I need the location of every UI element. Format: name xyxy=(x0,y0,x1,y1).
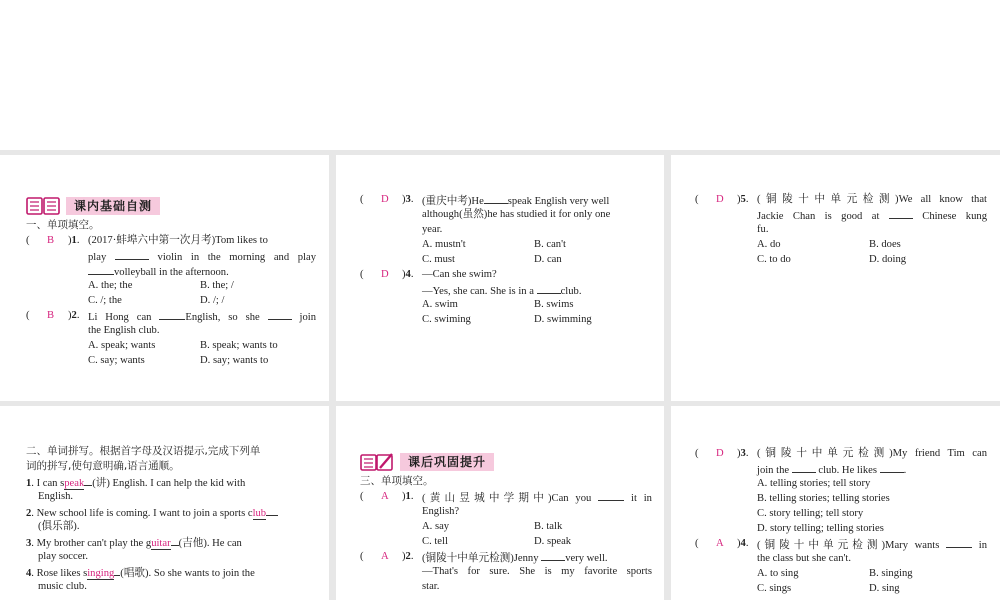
option-b: B. singing xyxy=(869,568,913,579)
question-text: English? xyxy=(422,506,460,517)
panel-bottom-left: 二、单词拼写。根据首字母及汉语提示,完成下列单 词的拼写,使句意明确,语言通顺。 1. I can speak (讲) English. I can help the kid with English. 2. New school life is coming. I want to join a sports club (俱乐部). 3. My brother can't play the guitar (吉他). He can play soccer. 4. Rose likes singing (唱歌). So she wants to join the music club. xyxy=(26,444,318,600)
option-c: C. sings xyxy=(757,583,792,594)
option-a: A. to sing xyxy=(757,568,799,579)
answer: A xyxy=(381,551,389,562)
options-row xyxy=(360,519,652,534)
paren-open: ( xyxy=(26,235,30,246)
section-title: 三、单项填空。 xyxy=(360,475,434,487)
question-text: (重庆中考)He speak English very well xyxy=(360,192,652,209)
answer: B xyxy=(47,235,55,246)
separator-band-middle xyxy=(0,401,1000,406)
spelling-item: 1. I can speak (讲) English. I can help the kid with xyxy=(26,474,318,489)
question-2 xyxy=(26,308,316,323)
option-d: D. story telling; telling stories xyxy=(757,523,884,534)
answer: D xyxy=(381,194,389,205)
question-text: (2017·蚌埠六中第一次月考)Tom likes to xyxy=(88,235,268,246)
question-number: )4. xyxy=(402,269,414,280)
options-row xyxy=(695,581,987,596)
option-a: A. do xyxy=(757,239,781,250)
options-row xyxy=(695,237,987,252)
filled-answer: uitar xyxy=(151,538,171,549)
answer: A xyxy=(381,491,389,502)
question-text: the class but she can't. xyxy=(757,553,851,564)
option-c: C. must xyxy=(422,254,455,265)
question-text: —Yes, she can. She is in a club. xyxy=(360,282,652,297)
option-a: A. mustn't xyxy=(422,239,466,250)
question-text: fu. xyxy=(757,224,769,235)
spelling-item: 4. Rose likes singing (唱歌). So she wants to join the xyxy=(26,564,318,579)
options-row xyxy=(26,278,316,293)
option-d: D. /; / xyxy=(200,295,225,306)
column-gap-1 xyxy=(329,150,336,600)
answer: D xyxy=(381,269,389,280)
question-text: (铜陵十中单元检测)Mary wants in xyxy=(695,536,987,553)
question-text: volleyball in the afternoon. xyxy=(26,263,316,278)
section-title: 一、单项填空。 xyxy=(26,219,100,231)
section-title: 词的拼写,使句意明确,语言通顺。 xyxy=(26,460,180,472)
answer: B xyxy=(47,310,55,321)
section-heading xyxy=(26,196,316,216)
option-a: A. swim xyxy=(422,299,458,310)
question-text: Li Hong can English, so she join xyxy=(26,308,316,325)
option-c: C. to do xyxy=(757,254,791,265)
option-c: C. say; wants xyxy=(88,355,145,366)
question-text: year. xyxy=(422,224,443,235)
question-3: ( D )3. (重庆中考)He speak English very well xyxy=(360,192,652,207)
option-a: A. speak; wants xyxy=(88,340,156,351)
option-b: B. can't xyxy=(534,239,566,250)
question-text: play violin in the morning and play xyxy=(26,248,316,263)
question-number: )3. xyxy=(402,194,414,205)
option-b: B. talk xyxy=(534,521,563,532)
filled-answer: inging xyxy=(87,568,115,579)
options-row xyxy=(26,293,316,308)
question-number: )1. xyxy=(68,235,80,246)
question-text: the English club. xyxy=(88,325,160,336)
question-text: (铜陵十中单元检测)We all know that xyxy=(757,194,987,205)
panel-top-middle xyxy=(360,192,652,392)
question-text: (黄山昱城中学期中)Can you it in xyxy=(360,489,652,506)
book-pencil-icon xyxy=(360,452,394,472)
option-a: A. the; the xyxy=(88,280,133,291)
option-d: D. speak xyxy=(534,536,572,547)
question-number: )4. xyxy=(737,538,749,549)
question-text: Jackie Chan is good at Chinese kung xyxy=(695,207,987,222)
question-text: join the club. He likes . xyxy=(695,461,987,476)
option-a: A. telling stories; tell story xyxy=(757,478,871,489)
filled-answer: lub xyxy=(252,508,267,519)
open-book-icon xyxy=(26,196,60,216)
option-b: B. does xyxy=(869,239,901,250)
option-d: D. can xyxy=(534,254,562,265)
options-row xyxy=(360,312,652,327)
options-row xyxy=(360,297,652,312)
question-text: —That's for sure. She is my favorite sports xyxy=(422,566,652,577)
question-1 xyxy=(26,233,316,248)
options-row xyxy=(26,353,316,368)
question-1: ( A )1. (黄山昱城中学期中)Can you it in xyxy=(360,491,652,504)
option-d: D. sing xyxy=(869,583,900,594)
heading-title: 课内基础自测 xyxy=(66,197,160,215)
option-d: D. doing xyxy=(869,254,907,265)
filled-answer: peak xyxy=(64,478,85,489)
answer: D xyxy=(716,448,724,459)
option-c: C. story telling; tell story xyxy=(757,508,864,519)
question-5: ( D )5. (铜陵十中单元检测)We all know that xyxy=(695,194,987,205)
panel-top-left xyxy=(26,196,316,396)
heading-title: 课后巩固提升 xyxy=(400,453,494,471)
panel-top-right xyxy=(695,192,987,392)
option-a: A. say xyxy=(422,521,450,532)
spelling-item: 3. My brother can't play the guitar (吉他). He can xyxy=(26,534,318,549)
options-row xyxy=(360,534,652,549)
options-row xyxy=(360,252,652,267)
question-number: )2. xyxy=(402,551,414,562)
option-d: D. say; wants to xyxy=(200,355,269,366)
question-number: )1. xyxy=(402,491,414,502)
question-number: )3. xyxy=(737,448,749,459)
panel-bottom-right xyxy=(695,446,987,600)
option-b: B. the; / xyxy=(200,280,234,291)
panel-bottom-middle xyxy=(360,452,652,600)
question-3: ( D )3. (铜陵十中单元检测)My friend Tim can xyxy=(695,448,987,459)
question-4: ( A )4. (铜陵十中单元检测)Mary wants in xyxy=(695,538,987,551)
options-row xyxy=(695,566,987,581)
question-2: ( A )2. (铜陵十中单元检测)Jenny very well. xyxy=(360,549,652,564)
question-text: —Can she swim? xyxy=(422,269,497,280)
question-number: )5. xyxy=(737,194,749,205)
option-c: C. /; the xyxy=(88,295,122,306)
options-row xyxy=(695,252,987,267)
answer: D xyxy=(716,194,724,205)
option-d: D. swimming xyxy=(534,314,592,325)
options-row xyxy=(26,338,316,353)
option-b: B. telling stories; telling stories xyxy=(757,493,890,504)
question-4: ( D )4. —Can she swim? xyxy=(360,267,652,282)
answer: A xyxy=(716,538,724,549)
option-c: C. tell xyxy=(422,536,448,547)
question-text: (铜陵十中单元检测)Jenny very well. xyxy=(360,549,652,566)
column-gap-2 xyxy=(664,150,671,600)
option-b: B. swims xyxy=(534,299,574,310)
question-text: (铜陵十中单元检测)My friend Tim can xyxy=(757,448,987,459)
question-text: although(虽然)he has studied it for only one xyxy=(422,209,611,220)
paren-open: ( xyxy=(26,310,30,321)
question-number: )2. xyxy=(68,310,80,321)
section-heading xyxy=(360,452,652,472)
separator-band-top xyxy=(0,150,1000,155)
spelling-item: 2. New school life is coming. I want to join a sports club xyxy=(26,504,318,519)
option-c: C. swiming xyxy=(422,314,471,325)
options-row xyxy=(360,237,652,252)
option-b: B. speak; wants to xyxy=(200,340,278,351)
question-text: star. xyxy=(422,581,440,592)
section-title: 二、单词拼写。根据首字母及汉语提示,完成下列单 xyxy=(26,445,261,457)
